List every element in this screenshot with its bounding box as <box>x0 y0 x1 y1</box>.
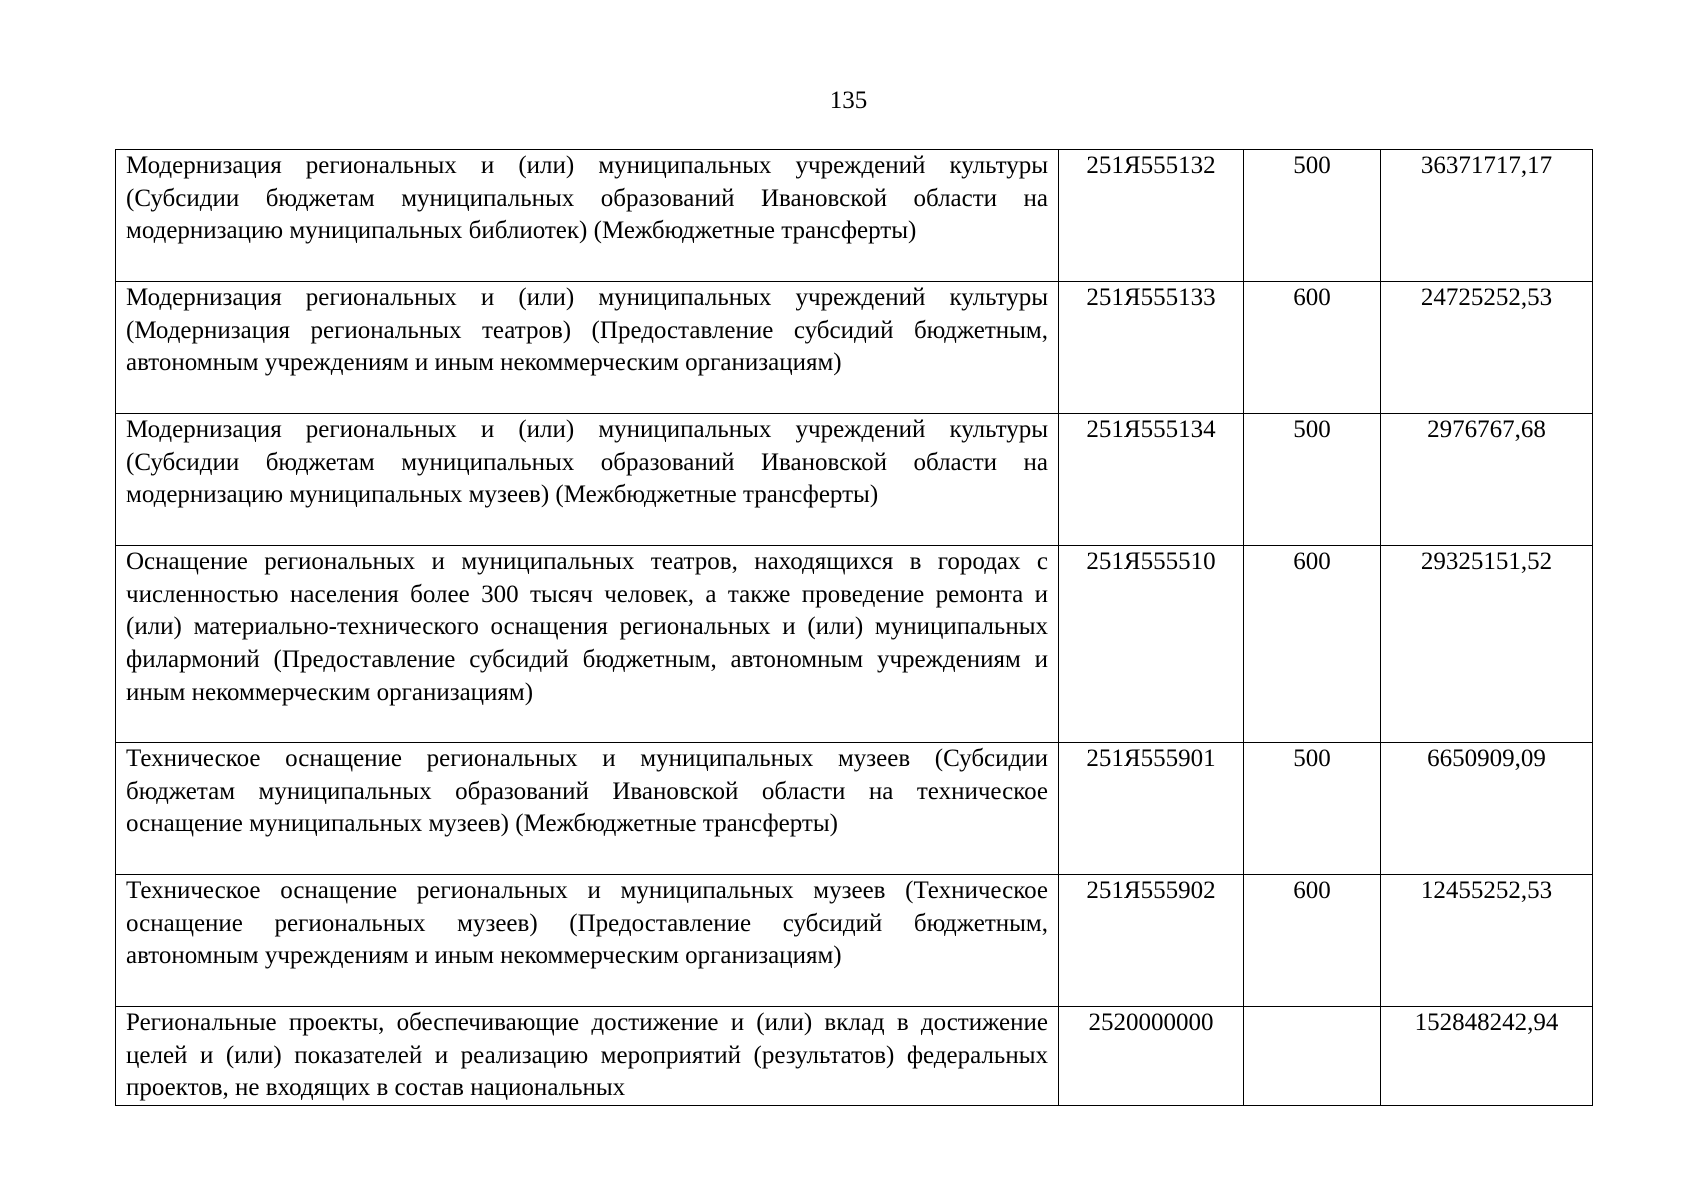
table-row <box>116 282 1593 414</box>
row-sum-cell: 24725252,53 <box>1381 282 1593 414</box>
row-code-cell: 251Я555132 <box>1059 150 1244 282</box>
row-name-cell: Модернизация региональных и (или) муниципальных учреждений культуры (Субсидии бюджетам муниципальных образований Ивановской области на модернизацию муниципальных музеев) (Межбюджетные трансферты) <box>116 414 1059 546</box>
table-row <box>116 743 1593 875</box>
row-sum-cell: 29325151,52 <box>1381 546 1593 743</box>
table-row <box>116 875 1593 1007</box>
row-name-cell: Техническое оснащение региональных и муниципальных музеев (Техническое оснащение региональных музеев) (Предоставление субсидий бюджетным, автономным учреждениям и иным некоммерческим организациям) <box>116 875 1059 1007</box>
page-number: 135 <box>829 87 868 114</box>
row-name-cell: Модернизация региональных и (или) муниципальных учреждений культуры (Субсидии бюджетам муниципальных образований Ивановской области на модернизацию муниципальных библиотек) (Межбюджетные трансферты) <box>116 150 1059 282</box>
row-type-cell: 500 <box>1244 150 1381 282</box>
row-code-cell: 251Я555510 <box>1059 546 1244 743</box>
row-code-cell: 251Я555133 <box>1059 282 1244 414</box>
row-sum-cell: 2976767,68 <box>1381 414 1593 546</box>
table-row <box>116 546 1593 743</box>
row-type-cell: 500 <box>1244 414 1381 546</box>
row-sum-cell: 152848242,94 <box>1381 1007 1593 1106</box>
row-sum-cell: 36371717,17 <box>1381 150 1593 282</box>
row-name-cell: Оснащение региональных и муниципальных театров, находящихся в городах с численностью населения более 300 тысяч человек, а также проведение ремонта и (или) материально-технического оснащения региональных и (или) муниципальных филармоний (Предоставление субсидий бюджетным, автономным учреждениям и иным некоммерческим организациям) <box>116 546 1059 743</box>
row-type-cell: 600 <box>1244 875 1381 1007</box>
row-code-cell: 251Я555902 <box>1059 875 1244 1007</box>
row-name-cell: Техническое оснащение региональных и муниципальных музеев (Субсидии бюджетам муниципальных образований Ивановской области на техническое оснащение муниципальных музеев) (Межбюджетные трансферты) <box>116 743 1059 875</box>
row-sum-cell: 12455252,53 <box>1381 875 1593 1007</box>
row-code-cell: 2520000000 <box>1059 1007 1244 1106</box>
row-code-cell: 251Я555134 <box>1059 414 1244 546</box>
budget-table <box>115 149 1593 1106</box>
row-name-cell: Региональные проекты, обеспечивающие достижение и (или) вклад в достижение целей и (или) показателей и реализацию мероприятий (результатов) федеральных проектов, не входящих в состав национальных <box>116 1007 1059 1106</box>
row-type-cell: 600 <box>1244 282 1381 414</box>
row-sum-cell: 6650909,09 <box>1381 743 1593 875</box>
table-row <box>116 150 1593 282</box>
row-code-cell: 251Я555901 <box>1059 743 1244 875</box>
row-type-cell: 600 <box>1244 546 1381 743</box>
table-row <box>116 1007 1593 1106</box>
row-type-cell <box>1244 1007 1381 1106</box>
table-row <box>116 414 1593 546</box>
row-name-cell: Модернизация региональных и (или) муниципальных учреждений культуры (Модернизация региональных театров) (Предоставление субсидий бюджетным, автономным учреждениям и иным некоммерческим организациям) <box>116 282 1059 414</box>
row-type-cell: 500 <box>1244 743 1381 875</box>
